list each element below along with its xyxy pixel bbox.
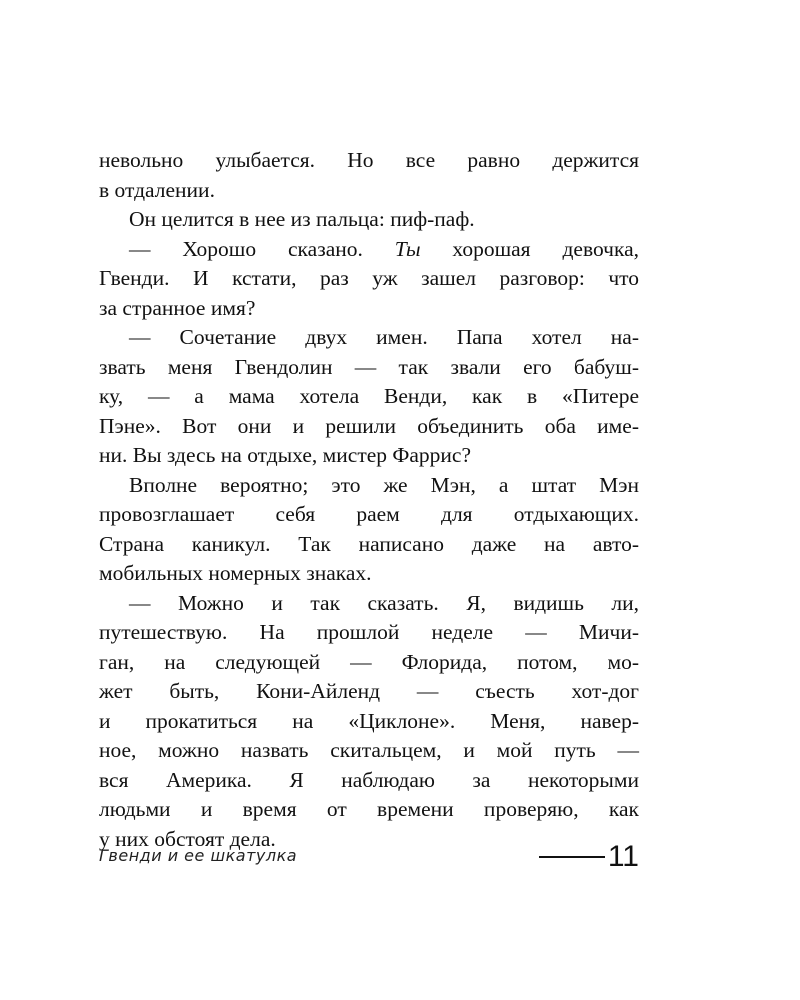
text-line: звать меня Гвендолин — так звали его бабуш-	[99, 354, 639, 379]
text-line: мобильных номерных знаках.	[99, 561, 372, 585]
text-line: жет быть, Кони-Айленд — съесть хот-дог	[99, 679, 639, 703]
text-line: ку, — а мама хотела Венди, как в «Питере	[99, 384, 639, 408]
text-line: за странное имя?	[99, 295, 256, 320]
running-title: Гвенди и ее шкатулка	[99, 846, 298, 865]
text-segment: — Хорошо сказано.	[129, 236, 395, 261]
text-line: путешествую. На прошлой неделе — Мичи-	[99, 620, 639, 644]
text-line: у них обстоят дела.	[99, 826, 276, 851]
page-footer	[99, 840, 639, 876]
text-line: вся Америка. Я наблюдаю за некоторыми	[99, 767, 639, 792]
page-body-text	[99, 146, 639, 854]
folio-rule	[539, 856, 605, 858]
text-line: ное, можно назвать скитальцем, и мой путь —	[99, 738, 639, 762]
text-line: — Можно и так сказать. Я, видишь ли,	[129, 590, 639, 615]
page-number: 11	[607, 840, 639, 873]
text-line: Страна каникул. Так написано даже на авто-	[99, 531, 639, 556]
text-segment: хорошая девочка,	[420, 236, 639, 261]
text-line	[99, 235, 639, 265]
text-line: — Сочетание двух имен. Папа хотел на-	[129, 325, 639, 349]
text-line: Вполне вероятно; это же Мэн, а штат Мэн	[129, 472, 639, 497]
text-line: Гвенди. И кстати, раз уж зашел разговор: что	[99, 266, 639, 290]
text-line: провозглашает себя раем для отдыхающих.	[99, 502, 639, 526]
text-line: людьми и время от времени проверяю, как	[99, 797, 639, 821]
text-line: невольно улыбается. Но все равно держится	[99, 148, 639, 172]
text-line: Он целится в нее из пальца: пиф-паф.	[129, 207, 475, 231]
text-line: в отдалении.	[99, 177, 215, 202]
italic-emphasis: Ты	[394, 236, 421, 261]
text-line: ган, на следующей — Флорида, потом, мо-	[99, 649, 639, 674]
text-line: ни. Вы здесь на отдыхе, мистер Фаррис?	[99, 443, 471, 467]
text-line: и прокатиться на «Циклоне». Меня, навер-	[99, 708, 639, 733]
text-line: Пэне». Вот они и решили объединить оба име-	[99, 413, 639, 438]
